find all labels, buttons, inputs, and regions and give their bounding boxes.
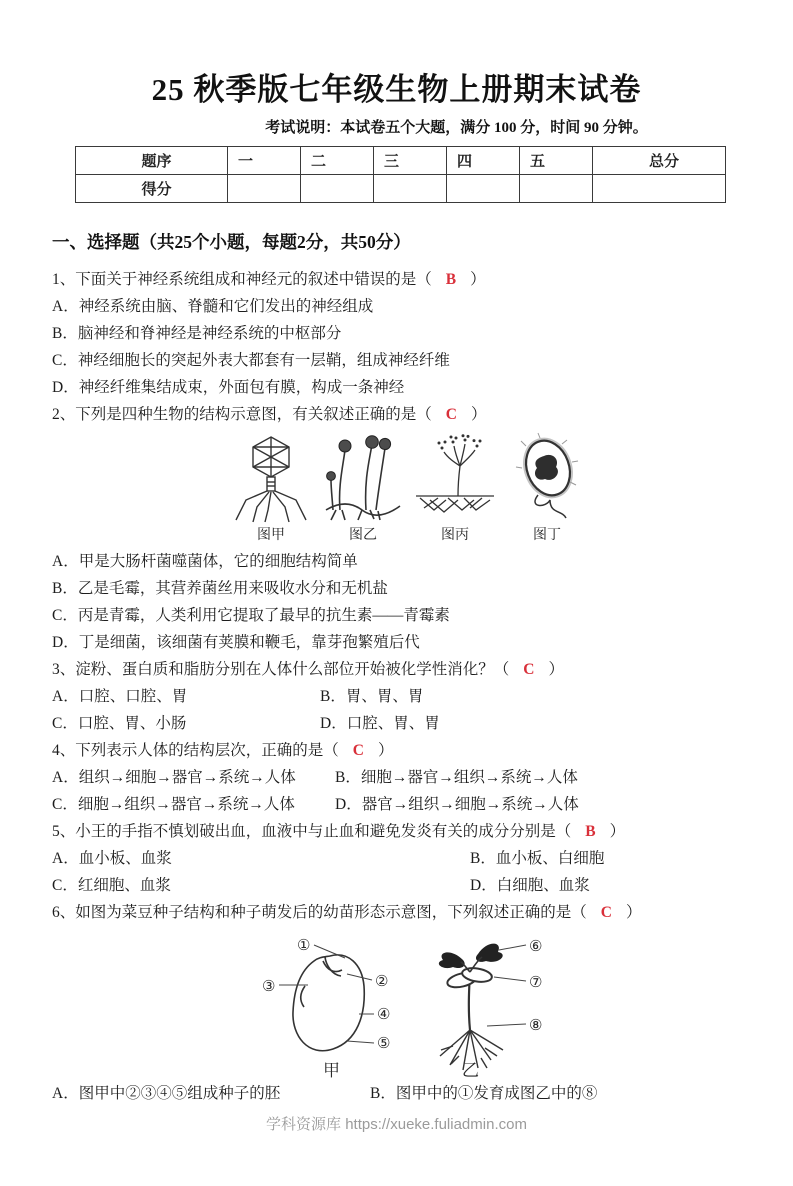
organisms-figure [228,434,752,546]
seedling-callout-8: ⑧ [529,1018,543,1034]
score-table-col-5: 五 [520,147,593,175]
seed-and-seedling-figure [235,928,752,1080]
question-2-stem [52,401,752,428]
footer-watermark: 学科资源库 https://xueke.fuliadmin.com [266,1116,527,1133]
score-table-corner-label: 题序 [76,147,228,175]
question-4-stem [52,737,752,764]
question-5-option-b: B．血小板、白细胞 [470,850,605,867]
question-1-option-d: D．神经纤维集结成束，外面包有膜，构成一条神经 [52,379,405,396]
figure-bacteriophage [228,434,314,546]
question-1-close: ） [470,271,486,288]
seed-callout-3: ③ [262,979,276,995]
score-table-col-4: 四 [447,147,520,175]
question-5-options-row-1 [52,845,752,872]
question-2-option-a: A．甲是大肠杆菌噬菌体，它的细胞结构简单 [52,553,358,570]
organism-label-jia: 图甲 [257,528,285,543]
page-title: 25 秋季版七年级生物上册期末试卷 [151,72,642,107]
seedling-callout-6: ⑥ [529,939,543,955]
seed-label-jia: 甲 [323,1061,340,1080]
figure-penicillium [412,434,498,546]
exam-page [0,64,793,1186]
question-3-answer: C [523,661,535,678]
question-5-options-row-2 [52,872,752,899]
organism-label-yi: 图乙 [349,528,377,543]
question-6-answer: C [600,904,612,921]
seed-seedling-drawing [235,928,565,1080]
question-5-close: ） [609,823,626,840]
question-3-stem [52,656,752,683]
question-6-option-a: A．图甲中②③④⑤组成种子的胚 [52,1085,281,1102]
question-2-option-d: D．丁是细菌，该细菌有荚膜和鞭毛，靠芽孢繁殖后代 [52,634,420,651]
bacteriophage-drawing [228,434,314,526]
question-3-text: 3、淀粉、蛋白质和脂肪分别在人体什么部位开始被化学性消化？（ [52,661,510,678]
question-5-option-c: C．红细胞、血浆 [52,877,171,894]
question-1-option-b: B．脑神经和脊神经是神经系统的中枢部分 [52,325,342,342]
seed-callout-1: ① [297,938,311,954]
question-3-options-row-2 [52,710,752,737]
questions-area [52,266,752,1107]
score-cell-total [593,175,726,203]
question-6-close: ） [625,904,642,921]
question-6-option-b: B．图甲中的①发育成图乙中的⑧ [370,1085,598,1102]
question-5-option-a: A．血小板、血浆 [52,850,172,867]
question-6-options-row [52,1080,752,1107]
question-6-stem [52,899,752,926]
question-4-text: 4、下列表示人体的结构层次，正确的是（ [52,742,339,759]
figure-mucor-mold [320,434,406,546]
bacterium-drawing [504,434,590,526]
figure-bacterium [504,434,590,546]
question-3-option-d: D．口腔、胃、胃 [320,715,440,732]
question-2-close: ） [470,406,487,423]
question-5-stem [52,818,752,845]
question-2-option-c: C．丙是青霉，人类利用它提取了最早的抗生素——青霉素 [52,607,450,624]
question-5-answer: B [585,823,596,840]
score-table-score-row [76,175,726,203]
penicillium-drawing [412,434,498,526]
score-cell-4 [447,175,520,203]
score-table-col-2: 二 [301,147,374,175]
question-5-text: 5、小王的手指不慎划破出血，血液中与止血和避免发炎有关的成分分别是（ [52,823,572,840]
seedling-callout-7: ⑦ [529,975,543,991]
organism-label-ding: 图丁 [533,528,561,543]
organism-label-bing: 图丙 [441,528,469,543]
score-table-col-3: 三 [374,147,447,175]
score-cell-3 [374,175,447,203]
seed-callout-2: ② [375,974,389,990]
score-table [75,146,726,203]
question-4-options-row-1 [52,764,752,791]
score-row-label: 得分 [76,175,228,203]
question-1-stem [52,266,752,293]
question-4-option-a: A．组织→细胞→器官→系统→人体 [52,769,296,786]
question-2-answer: C [445,406,457,423]
question-5-option-d: D．白细胞、血浆 [470,877,590,894]
question-1-answer: B [445,271,457,288]
score-cell-1 [228,175,301,203]
question-2-option-b: B．乙是毛霉，其营养菌丝用来吸收水分和无机盐 [52,580,388,597]
seedling-label-yi: 乙 [462,1061,479,1080]
mucor-drawing [320,434,406,526]
question-3-options-row-1 [52,683,752,710]
question-1-option-a: A．神经系统由脑、脊髓和它们发出的神经组成 [52,298,374,315]
question-1-text: 1、下面关于神经系统组成和神经元的叙述中错误的是（ [52,271,432,288]
score-table-col-1: 一 [228,147,301,175]
question-3-option-a: A．口腔、口腔、胃 [52,688,188,705]
score-table-col-total: 总分 [593,147,726,175]
question-4-options-row-2 [52,791,752,818]
question-3-option-c: C．口腔、胃、小肠 [52,715,187,732]
question-4-option-d: D．器官→组织→细胞→系统→人体 [335,796,579,813]
score-cell-2 [301,175,374,203]
question-3-close: ） [548,661,564,678]
seed-callout-4: ④ [377,1007,391,1023]
question-4-option-b: B．细胞→器官→组织→系统→人体 [335,769,578,786]
question-1-option-c: C．神经细胞长的突起外表大都套有一层鞘，组成神经纤维 [52,352,450,369]
question-3-option-b: B．胃、胃、胃 [320,688,424,705]
section-heading: 一、选择题（共25个小题，每题2分，共50分） [52,232,411,252]
seed-callout-5: ⑤ [377,1036,391,1052]
question-4-close: ） [377,742,394,759]
exam-instructions: 考试说明：本试卷五个大题，满分 100 分，时间 90 分钟。 [265,120,648,136]
score-table-header-row [76,147,726,175]
question-4-answer: C [352,742,364,759]
question-4-option-c: C．细胞→组织→器官→系统→人体 [52,796,295,813]
question-6-text: 6、如图为菜豆种子结构和种子萌发后的幼苗形态示意图，下列叙述正确的是（ [52,904,587,921]
question-2-text: 2、下列是四种生物的结构示意图，有关叙述正确的是（ [52,406,432,423]
score-cell-5 [520,175,593,203]
